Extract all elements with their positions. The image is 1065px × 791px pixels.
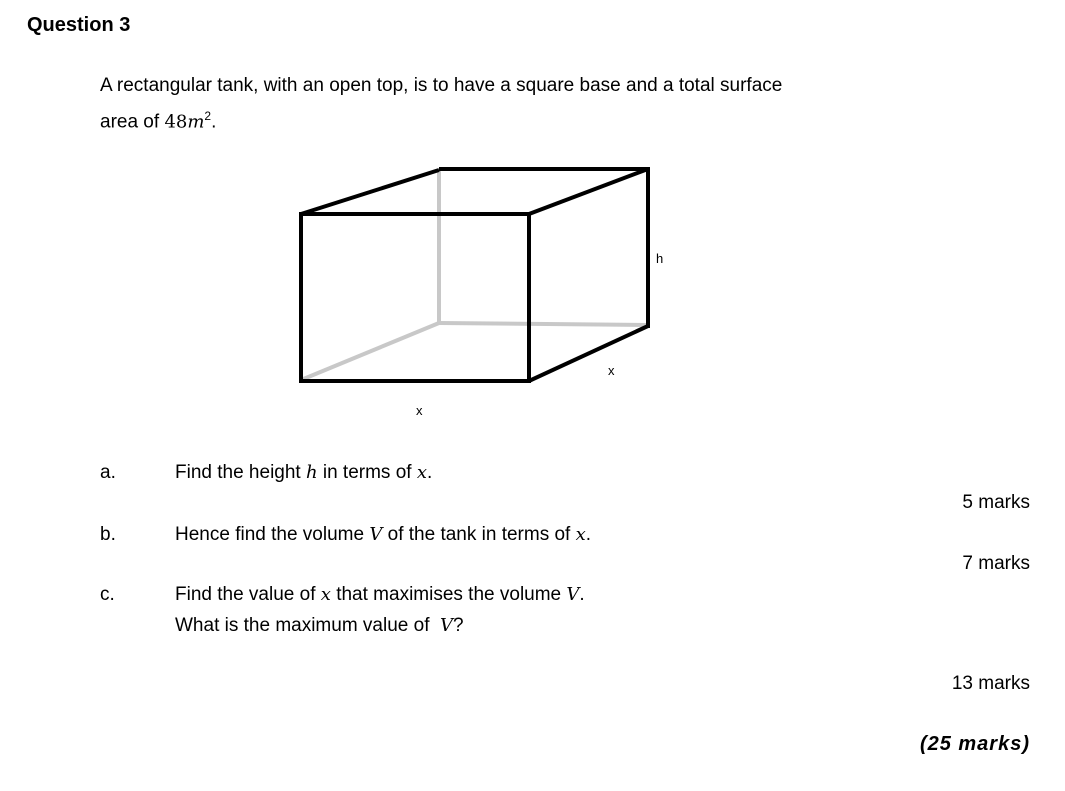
part-c-text-3: . — [579, 584, 585, 605]
hidden-edge-back-bottom — [439, 323, 648, 325]
part-b-text-1: Hence find the volume — [175, 524, 370, 545]
total-marks: (25 marks) — [919, 733, 1030, 755]
hidden-edge-left-bottom — [301, 323, 439, 380]
area-unit: m — [187, 111, 205, 133]
part-a-text-2: in terms of — [317, 462, 417, 483]
bottom-right-edge — [529, 326, 648, 381]
part-c-label: c. — [100, 584, 115, 605]
label-x-front: x — [416, 403, 423, 418]
part-c-line-2-text: What is the maximum value of — [175, 615, 441, 636]
part-b-var-v: V — [369, 524, 383, 545]
part-b-var-x: x — [575, 524, 586, 545]
label-h: h — [656, 251, 664, 266]
area-number: 48 — [164, 111, 188, 133]
front-face — [301, 214, 529, 381]
part-c-line-1 — [175, 579, 585, 610]
intro-line-2-suffix: . — [211, 111, 217, 133]
intro-line-2-prefix: area of — [100, 111, 165, 133]
part-a-text-1: Find the height — [175, 462, 306, 483]
part-b-text — [175, 519, 591, 550]
part-b-text-3: . — [585, 524, 592, 545]
intro-line-1: A rectangular tank, with an open top, is to have a square base and a total surface — [100, 75, 783, 96]
label-x-side: x — [608, 363, 615, 378]
top-left-edge — [301, 170, 439, 214]
part-b-text-2: of the tank in terms of — [382, 524, 576, 545]
part-a-text-3: . — [426, 462, 433, 483]
top-right-edge — [529, 169, 648, 214]
part-b-label: b. — [100, 524, 116, 545]
part-a-var-x: x — [416, 462, 427, 483]
part-b-marks: 7 marks — [962, 553, 1030, 574]
part-c-marks: 13 marks — [951, 673, 1030, 694]
visible-edges — [301, 167, 648, 381]
area-exponent: 2 — [204, 109, 212, 123]
part-a-var-h: h — [305, 462, 318, 483]
part-c-line-2-var-v: V — [440, 615, 454, 636]
part-c-var-x: x — [320, 584, 331, 605]
part-a-text — [175, 457, 432, 488]
part-c-text-2: that maximises the volume — [330, 584, 567, 605]
question-title: Question 3 — [27, 14, 131, 36]
part-c-text — [175, 579, 585, 641]
part-c-line-2-suffix: ? — [453, 615, 464, 636]
part-c-var-v: V — [566, 584, 580, 605]
part-c-text-1: Find the value of — [175, 584, 321, 605]
part-a-label: a. — [100, 462, 116, 483]
part-c-line-2 — [175, 610, 585, 641]
part-a-marks: 5 marks — [962, 492, 1030, 513]
